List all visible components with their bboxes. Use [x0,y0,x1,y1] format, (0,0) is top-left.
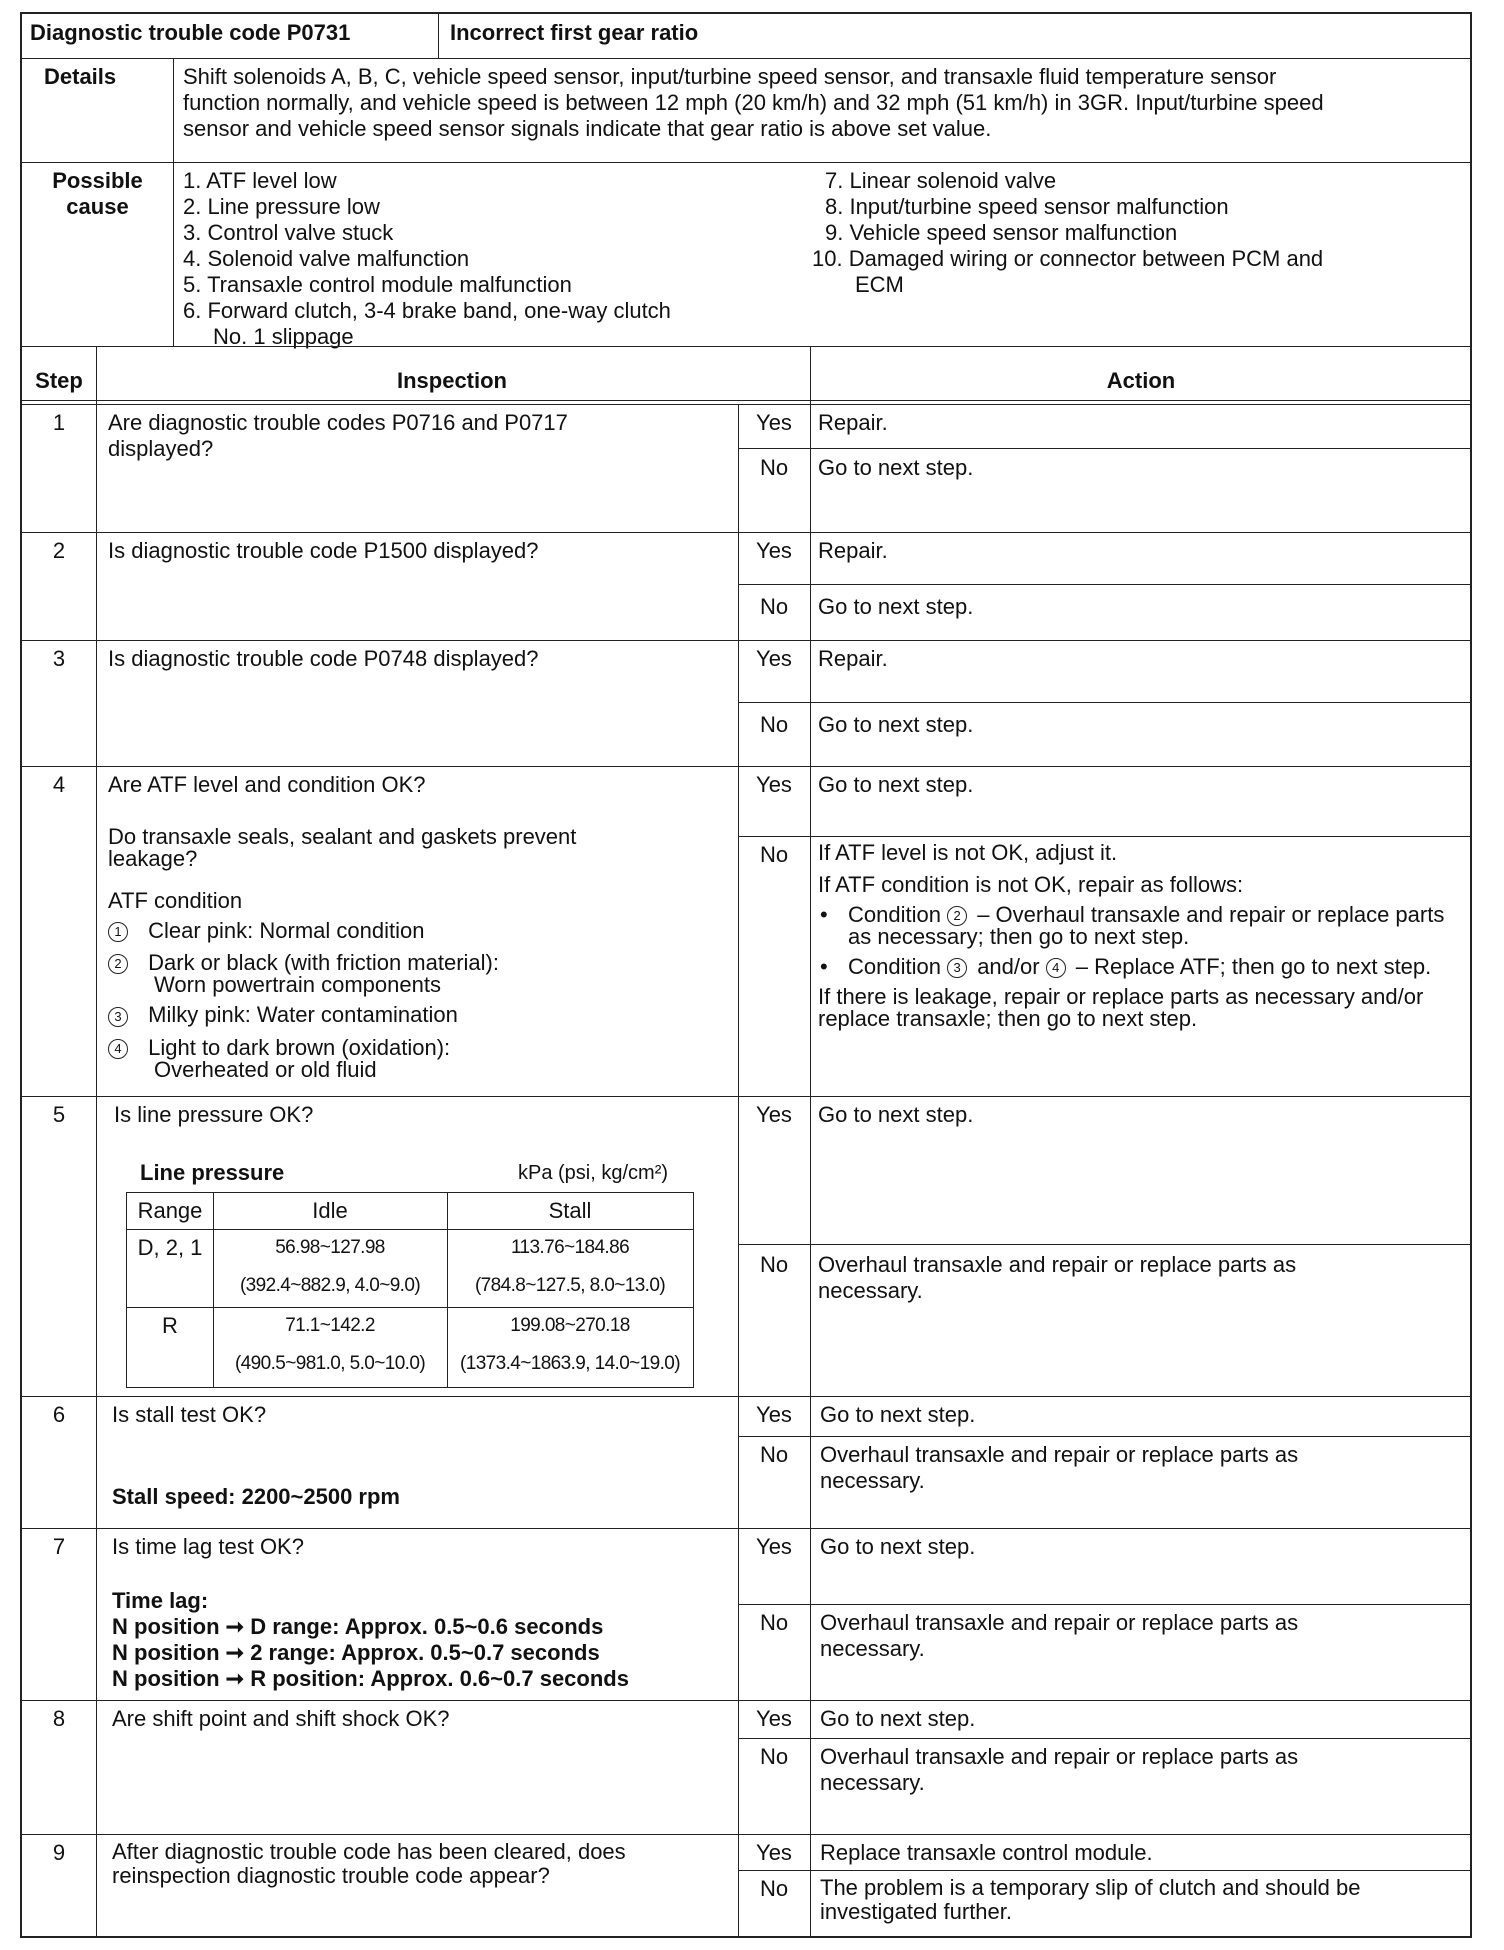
divider [173,58,174,346]
yes-action: Repair. [818,538,888,563]
divider [22,640,1472,641]
yes-label: Yes [756,1402,792,1427]
diagnostic-page [20,12,1472,1938]
yes-label: Yes [756,538,792,563]
dtc-label: Diagnostic trouble code P0731 [30,20,351,45]
list-item: 10. Damaged wiring or connector between PCM and [812,246,1324,271]
circled-number-icon: 1 [108,922,128,942]
step-number: 8 [52,1706,66,1731]
possible-cause-left-list [183,168,671,350]
possible-cause-label: Possible cause [52,168,143,219]
list-item: 3. Control valve stuck [183,220,394,245]
table-header-range: Range [137,1198,203,1223]
list-item: 1 Clear pink: Normal condition [108,920,728,942]
step-question: Is time lag test OK? [112,1534,304,1559]
divider [738,1436,1472,1437]
table-cell-idle-alt: (490.5~981.0, 5.0~10.0) [234,1353,426,1374]
list-item: N position ➞ R position: Approx. 0.6~0.7 seconds [112,1666,629,1691]
step-extra-question: Do transaxle seals, sealant and gaskets prevent leakage? [108,824,577,871]
step-question: Is diagnostic trouble code P0748 displayed? [108,646,539,671]
divider [22,1700,1472,1701]
yes-label: Yes [756,1840,792,1865]
yes-action: Repair. [818,646,888,671]
list-item: 2. Line pressure low [183,194,380,219]
divider [22,1834,1472,1835]
table-cell-stall: 113.76~184.86 [510,1237,630,1258]
no-action: Overhaul transaxle and repair or replace parts as necessary. [820,1744,1299,1795]
column-header-step: Step [35,368,83,393]
divider [22,400,1472,401]
divider [738,584,1472,585]
no-label: No [759,1744,789,1769]
no-action: If ATF level is not OK, adjust it. If ATF condition is not OK, repair as follows: • Condition 2 – Overhaul transaxle and repair or replace parts as necessary; then go to next step. • Condition 3 and/or 4 – Replace ATF; then go to next step. If there is leakage, repair or replace parts as necessary and/or replace transaxle; then go to next step. [818,842,1468,1030]
column-header-action: Action [1106,368,1176,393]
time-lag-spec: Time lag: N position ➞ D range: Approx. 0.5~0.6 seconds N position ➞ 2 range: Approx. 0.5~0.7 seconds N position ➞ R position: Approx. 0.6~0.7 seconds [112,1588,629,1691]
step-number: 7 [52,1534,66,1559]
yes-action: Go to next step. [820,1534,976,1559]
list-item: • Condition 2 – Overhaul transaxle and repair or replace parts as necessary; then go to next step. [820,902,1445,950]
line-pressure-table [126,1192,694,1388]
circled-number-icon: 4 [1046,958,1066,978]
yes-label: Yes [756,1706,792,1731]
list-item: 7. Linear solenoid valve [825,168,1057,193]
yes-label: Yes [756,646,792,671]
table-cell-idle: 56.98~127.98 [275,1237,385,1258]
divider [438,14,439,58]
list-item: 3 Milky pink: Water contamination [108,1004,728,1026]
stall-speed-spec: Stall speed: 2200~2500 rpm [112,1484,400,1509]
divider [22,58,1472,59]
list-item: 8. Input/turbine speed sensor malfunction [825,194,1229,219]
step-question: After diagnostic trouble code has been cleared, does reinspection diagnostic trouble code appear? [112,1839,626,1888]
no-label: No [759,842,789,867]
step-number: 3 [52,646,66,671]
table-cell-stall-alt: (784.8~127.5, 8.0~13.0) [474,1275,666,1296]
list-item: • Condition 3 and/or 4 – Replace ATF; then go to next step. [820,954,1432,980]
no-label: No [759,594,789,619]
no-label: No [759,1610,789,1635]
no-action: Overhaul transaxle and repair or replace parts as necessary. [820,1610,1299,1661]
table-cell-stall: 199.08~270.18 [510,1315,630,1336]
bullet-icon: • [820,902,828,927]
divider [22,346,1472,347]
list-item: 5. Transaxle control module malfunction [183,272,572,297]
bullet-icon: • [820,954,828,980]
yes-action: Repair. [818,410,888,435]
possible-cause-right-list [812,168,1323,298]
divider [738,1738,1472,1739]
divider [738,702,1472,703]
step-number: 5 [52,1102,66,1127]
step-question: Are diagnostic trouble codes P0716 and P0717 displayed? [108,410,568,461]
yes-label: Yes [756,1102,792,1127]
circled-number-icon: 3 [108,1007,128,1027]
yes-label: Yes [756,1534,792,1559]
list-item: No. 1 slippage [213,324,354,349]
list-item: 4. Solenoid valve malfunction [183,246,470,271]
no-action: Go to next step. [818,455,974,480]
step-question: Is diagnostic trouble code P1500 displayed? [108,538,539,563]
column-header-inspection: Inspection [396,368,507,393]
step-number: 4 [52,772,66,797]
yes-action: Replace transaxle control module. [820,1840,1153,1865]
step-question: Are shift point and shift shock OK? [112,1706,450,1731]
atf-condition-list [108,920,728,1081]
table-cell-idle-alt: (392.4~882.9, 4.0~9.0) [239,1275,421,1296]
yes-action: Go to next step. [818,1102,974,1127]
details-text: Shift solenoids A, B, C, vehicle speed sensor, input/turbine speed sensor, and transaxle fluid temperature sensor function normally, and vehicle speed is between 12 mph (20 km/h) and 32 mph (51 km/h) in 3GR. Input/turbine speed sensor and vehicle speed sensor signals indicate that gear ratio is above set value. [183,64,1324,141]
list-item: 4 Light to dark brown (oxidation): Overheated or old fluid [108,1037,728,1081]
list-item: N position ➞ 2 range: Approx. 0.5~0.7 seconds [112,1640,600,1665]
table-header-stall: Stall [548,1198,592,1223]
list-item: N position ➞ D range: Approx. 0.5~0.6 seconds [112,1614,604,1639]
step-question: Is stall test OK? [112,1402,267,1427]
yes-action: Go to next step. [820,1706,976,1731]
no-action: Overhaul transaxle and repair or replace parts as necessary. [820,1442,1299,1493]
no-label: No [759,455,789,480]
step-number: 6 [52,1402,66,1427]
no-action: Go to next step. [818,594,974,619]
step-number: 1 [52,410,66,435]
details-label: Details [44,64,117,89]
step-number: 2 [52,538,66,563]
divider [738,1244,1472,1245]
list-item: 6. Forward clutch, 3-4 brake band, one-way clutch [183,298,671,323]
list-item: 9. Vehicle speed sensor malfunction [825,220,1178,245]
divider [22,1528,1472,1529]
step-question: Are ATF level and condition OK? [108,772,426,797]
circled-number-icon: 2 [947,906,967,926]
divider [22,1396,1472,1397]
divider [22,1096,1472,1097]
table-header-idle: Idle [312,1198,348,1223]
line-pressure-title: Line pressure [140,1160,285,1185]
divider [738,1870,1472,1871]
yes-label: Yes [756,772,792,797]
divider [22,532,1472,533]
divider [738,1604,1472,1605]
divider [22,162,1472,163]
divider [22,404,1472,405]
no-label: No [759,1442,789,1467]
yes-action: Go to next step. [818,772,974,797]
yes-label: Yes [756,410,792,435]
atf-condition-heading: ATF condition [108,888,243,913]
step-number: 9 [52,1840,66,1865]
no-action: Overhaul transaxle and repair or replace parts as necessary. [818,1252,1297,1303]
dtc-title: Incorrect first gear ratio [450,20,699,45]
table-cell-stall-alt: (1373.4~1863.9, 14.0~19.0) [460,1353,680,1374]
circled-number-icon: 3 [947,958,967,978]
divider [738,836,1472,837]
line-pressure-unit: kPa (psi, kg/cm²) [518,1162,669,1184]
no-label: No [759,1876,789,1901]
no-action: Go to next step. [818,712,974,737]
step-question: Is line pressure OK? [114,1102,314,1127]
no-action: The problem is a temporary slip of clutch and should be investigated further. [820,1875,1361,1924]
table-cell-range: R [162,1313,178,1338]
divider [738,448,1472,449]
no-label: No [759,712,789,737]
divider [22,766,1472,767]
yes-action: Go to next step. [820,1402,976,1427]
circled-number-icon: 2 [108,954,128,974]
list-item: ECM [855,272,904,297]
no-label: No [759,1252,789,1277]
circled-number-icon: 4 [108,1039,128,1059]
table-cell-range: D, 2, 1 [137,1235,203,1260]
table-cell-idle: 71.1~142.2 [285,1315,375,1336]
list-item: 1. ATF level low [183,168,337,193]
divider [127,1307,693,1308]
list-item: 2 Dark or black (with friction material): Worn powertrain components [108,952,728,996]
divider [127,1229,693,1230]
